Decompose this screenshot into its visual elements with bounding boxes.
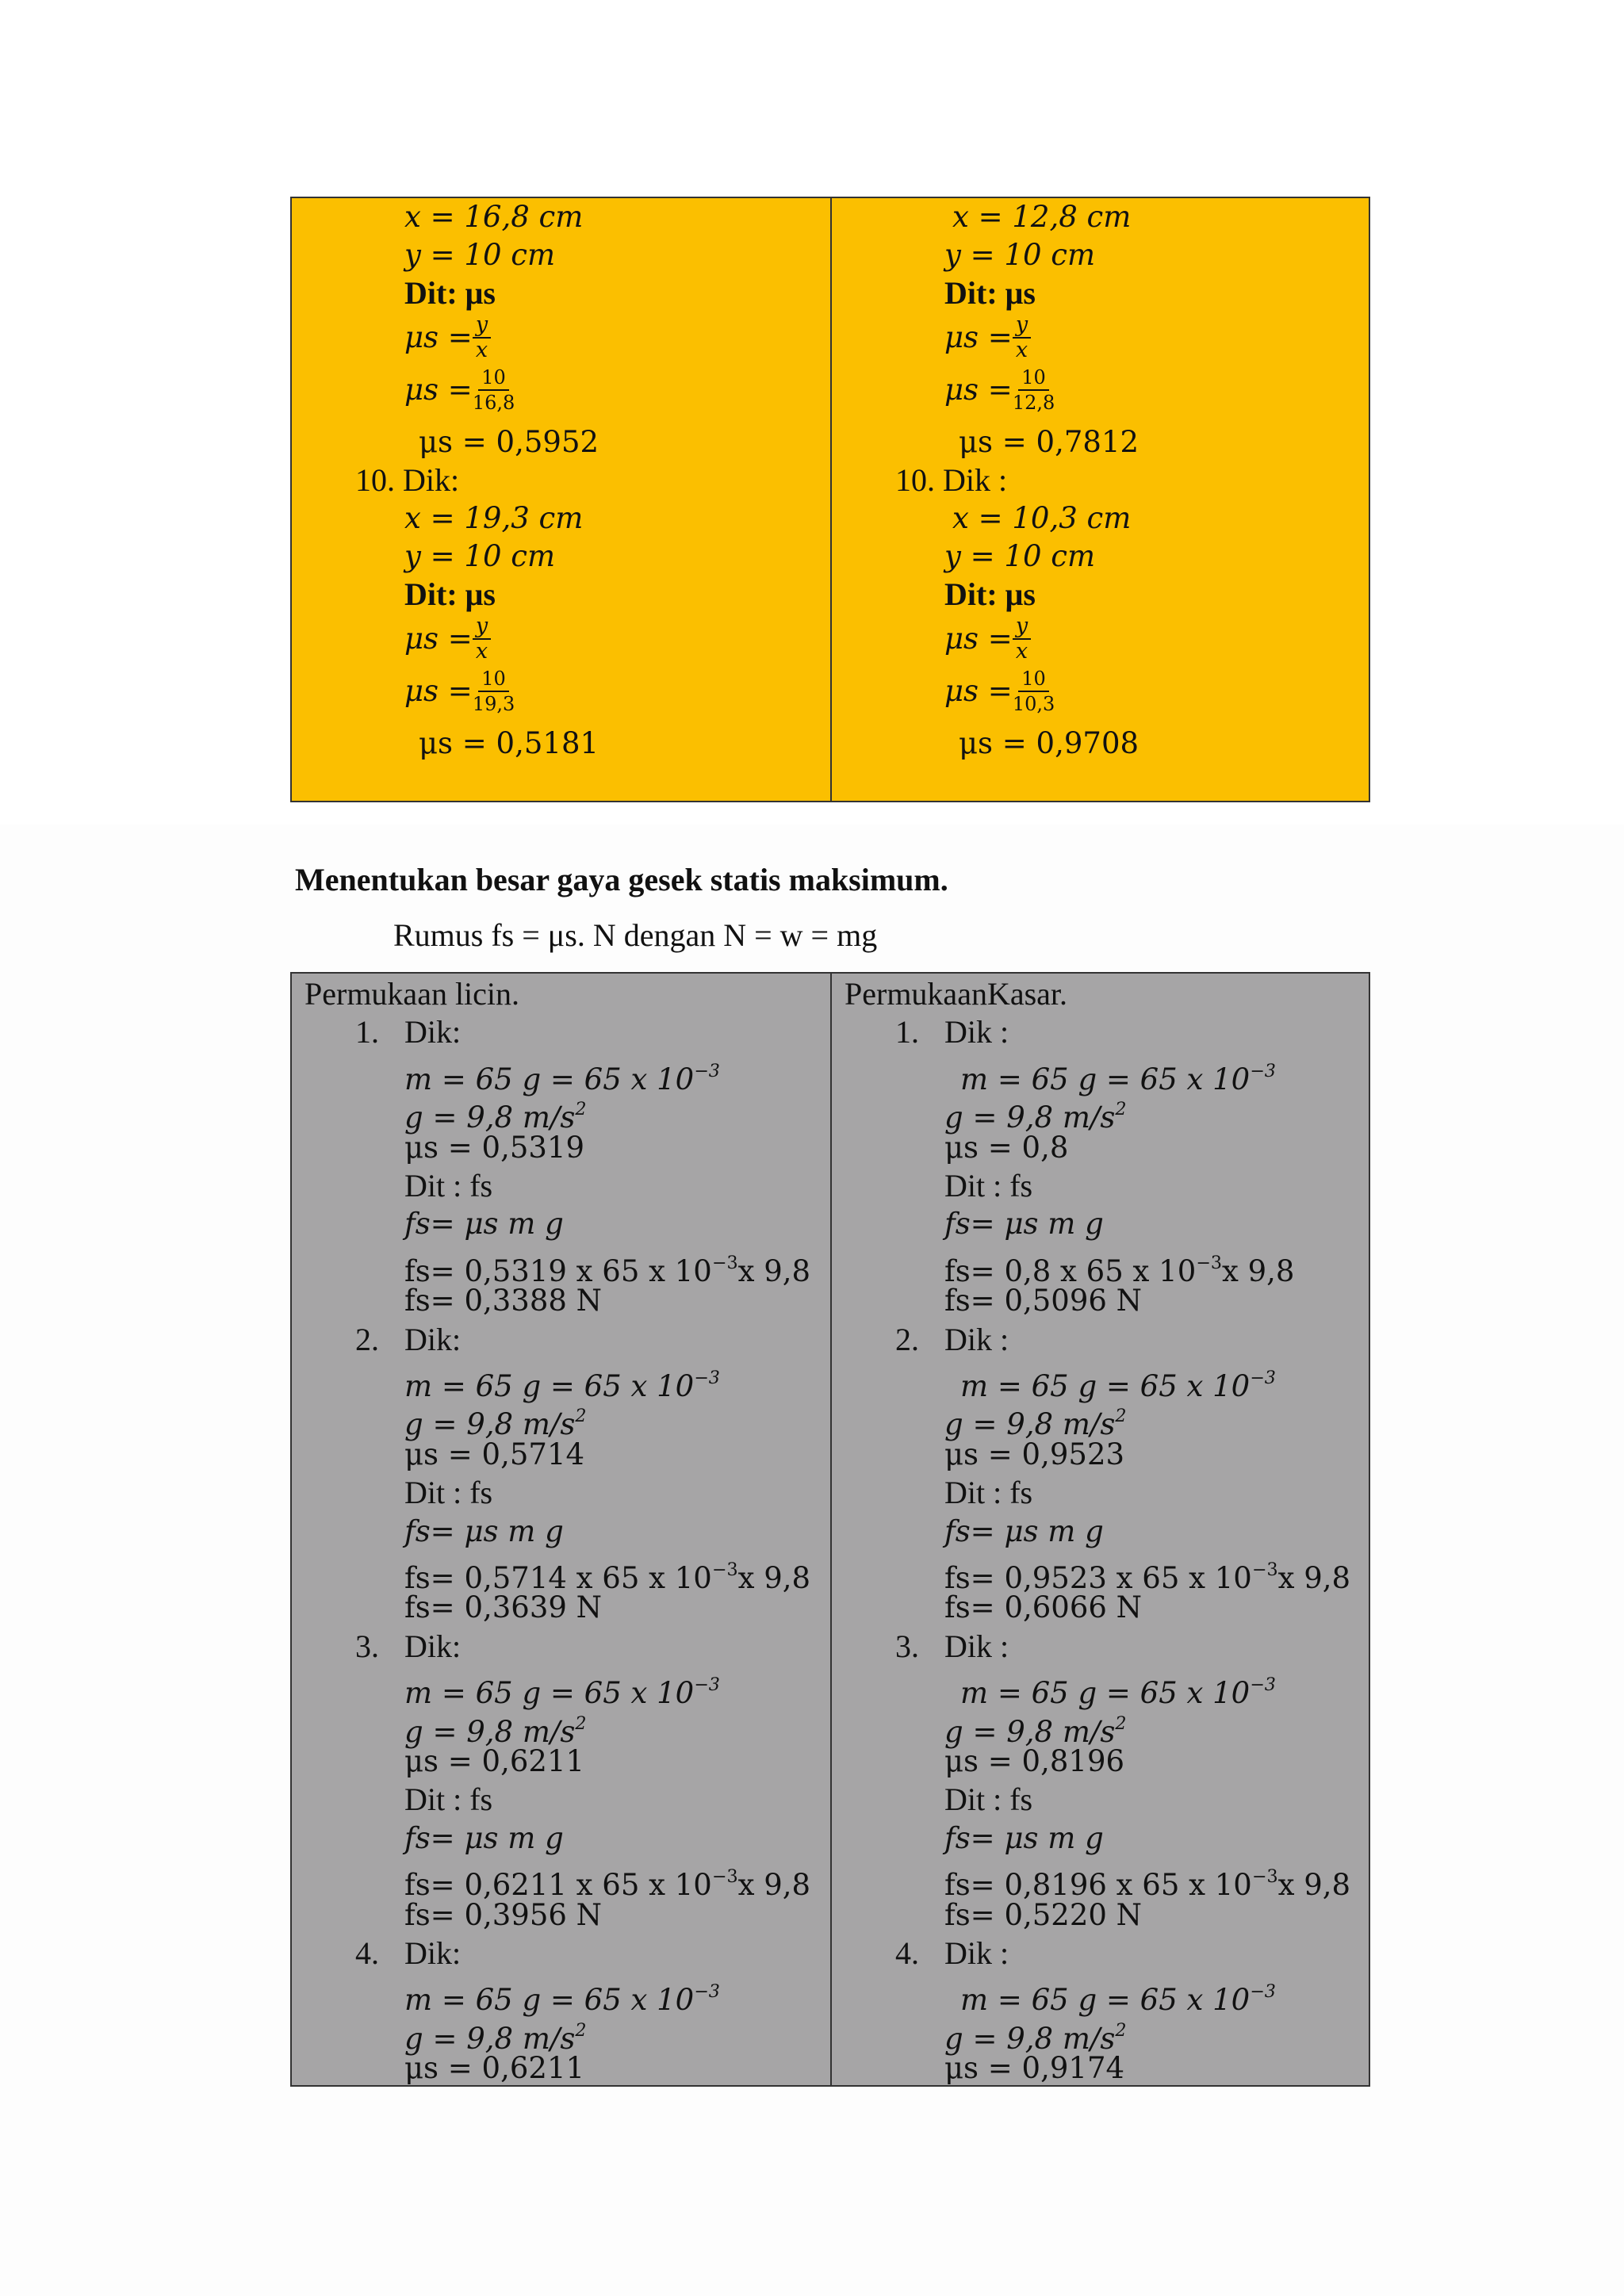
gravity-text: g = 9,8 m/s <box>404 1714 576 1749</box>
friction-exponent: −3 <box>1251 1866 1278 1888</box>
mu-formula <box>404 614 491 664</box>
friction-formula-text: fs= μs m g <box>944 1513 1104 1548</box>
item-number: 1. <box>895 1014 919 1050</box>
gravity-text: g = 9,8 m/s <box>404 2021 576 2056</box>
friction-formula-line <box>404 1205 564 1243</box>
dit-text: Dit : fs <box>404 1168 493 1203</box>
dit-label: Dit: μs <box>404 275 496 311</box>
mass-text: m = 65 g = 65 x 10 <box>404 1983 695 2018</box>
gravity-exponent: 2 <box>1115 1099 1127 1120</box>
fraction-y-over-x <box>1013 313 1031 362</box>
dik-line <box>404 1628 461 1666</box>
item-number-line <box>355 1013 379 1051</box>
friction-formula-line <box>944 1820 1104 1858</box>
mass-text: m = 65 g = 65 x 10 <box>404 1676 695 1711</box>
dit-text: Dit : fs <box>404 1475 493 1511</box>
x-value: x = 19,3 cm <box>404 501 584 535</box>
friction-tail: x 9,8 <box>1221 1253 1295 1288</box>
item-number-line <box>895 1628 919 1666</box>
mass-text: m = 65 g = 65 x 10 <box>960 1369 1251 1403</box>
top-table <box>290 197 1370 802</box>
item-number: 4. <box>895 1935 919 1971</box>
friction-exponent: −3 <box>711 1866 738 1888</box>
item-number-line <box>355 1628 379 1666</box>
mu-eq: μs = <box>944 320 1013 354</box>
mass-text: m = 65 g = 65 x 10 <box>960 1062 1251 1096</box>
gravity-text: g = 9,8 m/s <box>944 2021 1116 2056</box>
rumus-formula: Rumus fs = μs. N dengan N = w = mg <box>393 917 878 953</box>
fraction-values <box>1013 667 1055 716</box>
dik-label: Dik: <box>404 1628 462 1664</box>
friction-tail: x 9,8 <box>737 1253 811 1288</box>
frac-den: x <box>1015 639 1028 664</box>
item-number: 3. <box>355 1628 379 1664</box>
friction-tail: x 9,8 <box>1277 1868 1351 1903</box>
frac-den: 16,8 <box>472 392 515 414</box>
item-number-line <box>355 1934 379 1973</box>
fraction-values <box>473 365 515 415</box>
mu-substitution <box>944 365 1055 415</box>
friction-formula-text: fs= μs m g <box>944 1207 1104 1242</box>
item-10-label: 10. Dik : <box>895 462 1008 498</box>
friction-result-text: fs= 0,3639 N <box>404 1590 603 1625</box>
friction-tail: x 9,8 <box>1277 1561 1351 1595</box>
y-value: y = 10 cm <box>404 539 556 573</box>
friction-result-line <box>404 1896 602 1934</box>
bottom-table-left-cell <box>292 974 830 2085</box>
mass-text: m = 65 g = 65 x 10 <box>404 1062 695 1096</box>
mu-result: μs = 0,5952 <box>419 425 599 459</box>
dit-line <box>944 1167 1032 1205</box>
mu-eq: μs = <box>404 674 473 708</box>
bottom-table <box>290 972 1370 2087</box>
dit-line <box>404 1167 492 1205</box>
item-number: 4. <box>355 1935 379 1971</box>
mu-text: μs = 0,6211 <box>404 2051 585 2086</box>
x-value: x = 10,3 cm <box>952 501 1132 535</box>
frac-den: 10,3 <box>1012 693 1055 715</box>
mu-text: μs = 0,5714 <box>404 1437 585 1471</box>
dit-text: Dit : fs <box>404 1781 493 1818</box>
mu-line <box>404 1743 584 1781</box>
mass-text: m = 65 g = 65 x 10 <box>960 1676 1251 1711</box>
mu-substitution <box>404 365 515 415</box>
friction-substitution-text: fs= 0,5714 x 65 x 10 <box>404 1561 712 1595</box>
mu-result: μs = 0,9708 <box>959 726 1139 760</box>
frac-num: 10 <box>1018 365 1049 391</box>
friction-exponent: −3 <box>1251 1559 1278 1580</box>
dik-line <box>404 1321 461 1359</box>
frac-den: x <box>475 639 488 664</box>
gravity-exponent: 2 <box>575 1406 587 1427</box>
friction-formula-line <box>944 1205 1104 1243</box>
frac-num: 10 <box>1018 667 1049 692</box>
mu-line <box>944 2049 1124 2087</box>
fraction-y-over-x <box>473 614 491 664</box>
friction-result-line <box>944 1282 1142 1320</box>
mass-exponent: −3 <box>1250 1060 1276 1081</box>
fraction-values <box>473 667 515 716</box>
item-number-line <box>895 1013 919 1051</box>
gravity-text: g = 9,8 m/s <box>944 1407 1116 1442</box>
mu-eq: μs = <box>944 373 1013 407</box>
mu-line <box>404 1129 584 1167</box>
mu-formula <box>404 312 491 363</box>
section-heading: Menentukan besar gaya gesek statis maksimum. <box>295 862 948 897</box>
frac-den: 12,8 <box>1012 392 1055 414</box>
dit-label: Dit: μs <box>944 576 1036 612</box>
frac-den: x <box>1015 338 1028 362</box>
x-value: x = 12,8 cm <box>952 200 1132 234</box>
gravity-exponent: 2 <box>575 1099 587 1120</box>
dit-line <box>944 1781 1032 1819</box>
bottom-table-right-cell <box>830 974 1369 2085</box>
fraction-values <box>1013 365 1055 415</box>
mass-exponent: −3 <box>1250 1368 1276 1388</box>
item-number-line <box>895 1934 919 1973</box>
friction-formula-text: fs= μs m g <box>944 1820 1104 1855</box>
friction-result-line <box>944 1896 1142 1934</box>
mu-line <box>944 1129 1068 1167</box>
gravity-exponent: 2 <box>1115 1712 1127 1734</box>
dit-text: Dit : fs <box>944 1475 1033 1511</box>
friction-formula-text: fs= μs m g <box>404 1207 564 1242</box>
y-value: y = 10 cm <box>944 539 1096 573</box>
item-number: 1. <box>355 1014 379 1050</box>
mass-exponent: −3 <box>1250 1981 1276 2003</box>
mu-substitution <box>404 666 515 717</box>
mu-text: μs = 0,8196 <box>944 1744 1125 1778</box>
frac-den: x <box>475 338 488 362</box>
friction-exponent: −3 <box>711 1252 738 1273</box>
mu-line <box>404 2049 584 2087</box>
dit-label: Dit: μs <box>944 275 1036 311</box>
dik-label: Dik : <box>944 1935 1009 1971</box>
item-number: 3. <box>895 1628 919 1664</box>
y-value: y = 10 cm <box>944 238 1096 272</box>
friction-result-text: fs= 0,5220 N <box>944 1897 1143 1932</box>
mu-eq: μs = <box>404 373 473 407</box>
dit-line <box>404 1781 492 1819</box>
mu-result: μs = 0,5181 <box>419 726 599 760</box>
dik-line <box>404 1934 461 1973</box>
dik-label: Dik: <box>404 1935 462 1971</box>
friction-tail: x 9,8 <box>737 1561 811 1595</box>
x-value: x = 16,8 cm <box>404 200 584 234</box>
friction-substitution-text: fs= 0,8 x 65 x 10 <box>944 1253 1197 1288</box>
dik-line <box>404 1013 461 1051</box>
dik-label: Dik : <box>944 1014 1009 1050</box>
friction-formula-line <box>404 1820 564 1858</box>
gravity-text: g = 9,8 m/s <box>944 1714 1116 1749</box>
friction-result-line <box>944 1589 1142 1627</box>
fraction-y-over-x <box>473 313 491 362</box>
mu-eq: μs = <box>404 622 473 656</box>
gravity-exponent: 2 <box>1115 2019 1127 2041</box>
mu-line <box>944 1743 1124 1781</box>
frac-num: y <box>1013 313 1031 339</box>
mu-eq: μs = <box>404 320 473 354</box>
dit-line <box>404 1474 492 1512</box>
friction-substitution-text: fs= 0,8196 x 65 x 10 <box>944 1868 1252 1903</box>
mu-result: μs = 0,7812 <box>959 425 1139 459</box>
dit-line <box>944 1474 1032 1512</box>
top-table-right-cell <box>830 198 1369 801</box>
mu-line <box>404 1436 584 1474</box>
friction-result-text: fs= 0,3388 N <box>404 1284 603 1318</box>
mu-text: μs = 0,8 <box>944 1130 1069 1165</box>
mu-eq: μs = <box>944 674 1013 708</box>
mu-substitution <box>944 666 1055 717</box>
friction-substitution-text: fs= 0,9523 x 65 x 10 <box>944 1561 1252 1595</box>
item-10-label: 10. Dik: <box>355 462 460 498</box>
friction-result-text: fs= 0,5096 N <box>944 1284 1143 1318</box>
friction-formula-line <box>404 1513 564 1551</box>
dik-label: Dik : <box>944 1628 1009 1664</box>
mu-eq: μs = <box>944 622 1013 656</box>
fraction-y-over-x <box>1013 614 1031 664</box>
friction-result-line <box>404 1589 602 1627</box>
frac-num: y <box>473 614 491 640</box>
mass-exponent: −3 <box>694 1674 720 1696</box>
mass-text: m = 65 g = 65 x 10 <box>404 1369 695 1403</box>
gravity-text: g = 9,8 m/s <box>944 1100 1116 1135</box>
friction-exponent: −3 <box>1196 1252 1222 1273</box>
gravity-exponent: 2 <box>575 2019 587 2041</box>
friction-substitution-text: fs= 0,6211 x 65 x 10 <box>404 1868 712 1903</box>
frac-num: 10 <box>478 667 509 692</box>
mass-exponent: −3 <box>694 1368 720 1388</box>
top-table-left-cell <box>292 198 830 801</box>
mu-line <box>944 1436 1124 1474</box>
gravity-text: g = 9,8 m/s <box>404 1100 576 1135</box>
dik-label: Dik: <box>404 1014 462 1050</box>
dik-label: Dik : <box>944 1321 1009 1357</box>
gravity-exponent: 2 <box>1115 1406 1127 1427</box>
mass-exponent: −3 <box>694 1981 720 2003</box>
gravity-exponent: 2 <box>575 1712 587 1734</box>
dik-line <box>944 1934 1009 1973</box>
item-number-line <box>895 1321 919 1359</box>
dik-label: Dik: <box>404 1321 462 1357</box>
friction-result-text: fs= 0,3956 N <box>404 1897 603 1932</box>
frac-num: y <box>473 313 491 339</box>
column-title: Permukaan licin. <box>304 976 520 1012</box>
friction-tail: x 9,8 <box>737 1868 811 1903</box>
mu-text: μs = 0,9174 <box>944 2051 1125 2086</box>
y-value: y = 10 cm <box>404 238 556 272</box>
mass-exponent: −3 <box>1250 1674 1276 1696</box>
dik-line <box>944 1628 1009 1666</box>
friction-substitution-text: fs= 0,5319 x 65 x 10 <box>404 1253 712 1288</box>
mass-exponent: −3 <box>694 1060 720 1081</box>
dit-label: Dit: μs <box>404 576 496 612</box>
frac-num: y <box>1013 614 1031 640</box>
mu-formula <box>944 312 1031 363</box>
friction-formula-line <box>944 1513 1104 1551</box>
friction-result-line <box>404 1282 602 1320</box>
friction-exponent: −3 <box>711 1559 738 1580</box>
friction-result-text: fs= 0,6066 N <box>944 1590 1143 1625</box>
frac-den: 19,3 <box>472 693 515 715</box>
dik-line <box>944 1013 1009 1051</box>
mu-text: μs = 0,5319 <box>404 1130 585 1165</box>
friction-formula-text: fs= μs m g <box>404 1513 564 1548</box>
column-title: PermukaanKasar. <box>845 976 1068 1012</box>
frac-num: 10 <box>478 365 509 391</box>
mu-text: μs = 0,9523 <box>944 1437 1125 1471</box>
mu-text: μs = 0,6211 <box>404 1744 585 1778</box>
dit-text: Dit : fs <box>944 1168 1033 1203</box>
gravity-text: g = 9,8 m/s <box>404 1407 576 1442</box>
item-number: 2. <box>355 1321 379 1357</box>
item-number: 2. <box>895 1321 919 1357</box>
mass-text: m = 65 g = 65 x 10 <box>960 1983 1251 2018</box>
dit-text: Dit : fs <box>944 1781 1033 1818</box>
dik-line <box>944 1321 1009 1359</box>
item-number-line <box>355 1321 379 1359</box>
mu-formula <box>944 614 1031 664</box>
friction-formula-text: fs= μs m g <box>404 1820 564 1855</box>
